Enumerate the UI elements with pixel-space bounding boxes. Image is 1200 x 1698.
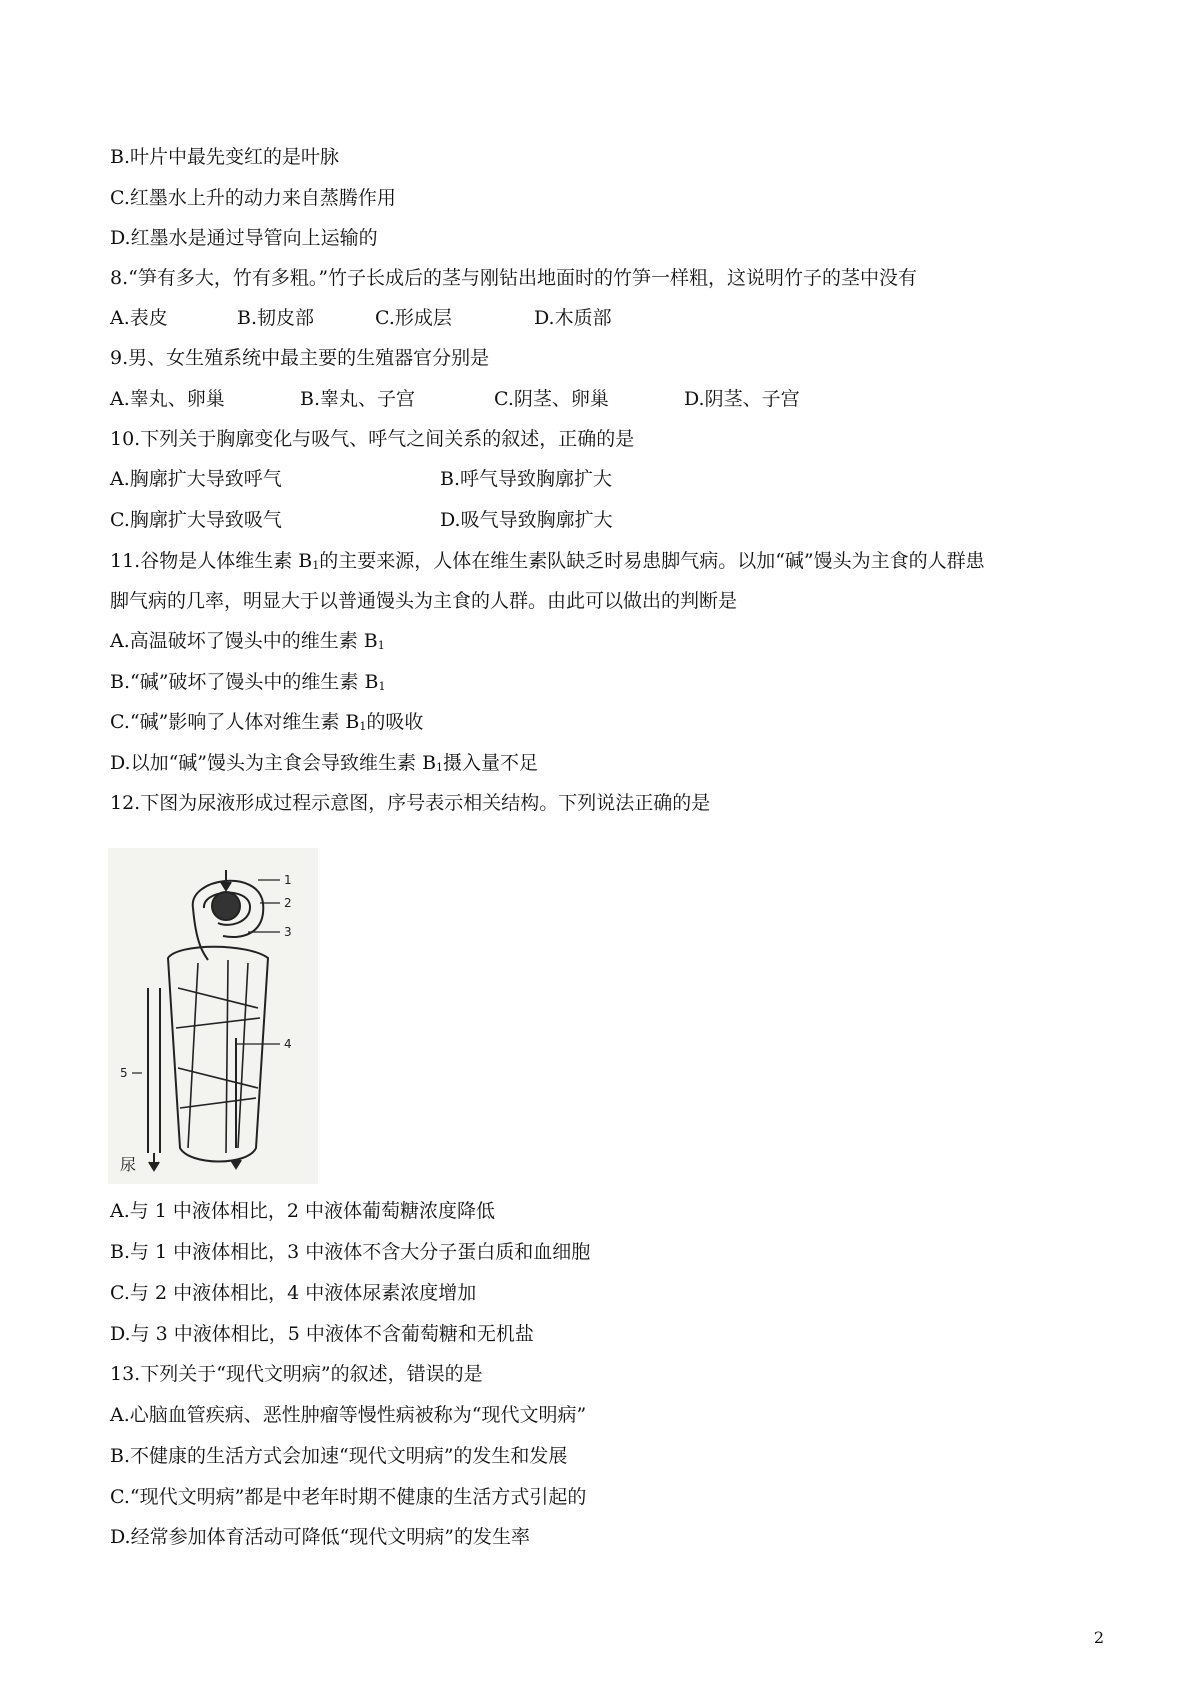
q10-option-a: A.胸廓扩大导致呼气 — [110, 468, 282, 490]
q11-stem-line2: 脚气病的几率，明显大于以普通馒头为主食的人群。由此可以做出的判断是 — [110, 590, 738, 612]
q11-option-c-text-2: 的吸收 — [366, 711, 424, 733]
q8-stem: 8.“笋有多大，竹有多粗。”竹子长成后的茎与刚钻出地面时的竹笋一样粗，这说明竹子的茎中没有 — [110, 267, 918, 289]
diagram-label-4: 4 — [284, 1037, 292, 1051]
q9-options — [110, 387, 810, 411]
q13-option-d: D.经常参加体育活动可降低“现代文明病”的发生率 — [110, 1526, 531, 1548]
q7-option-b: B.叶片中最先变红的是叶脉 — [110, 146, 340, 168]
q10-stem: 10.下列关于胸廓变化与吸气、呼气之间关系的叙述，正确的是 — [110, 428, 635, 450]
diagram-label-3: 3 — [284, 925, 292, 939]
q11-option-c-text-1: C.“碱”影响了人体对维生素 B — [110, 711, 360, 733]
q11-subscript: 1 — [359, 720, 367, 733]
q11-option-b-text: B.“碱”破坏了馒头中的维生素 B — [110, 671, 379, 693]
q10-option-b: B.呼气导致胸廓扩大 — [440, 468, 613, 490]
q7-option-d: D.红墨水是通过导管向上运输的 — [110, 227, 378, 249]
glomerulus — [212, 892, 240, 920]
q8-option-c: C.形成层 — [375, 307, 452, 329]
q13-option-c: C.“现代文明病”都是中老年时期不健康的生活方式引起的 — [110, 1486, 587, 1508]
q11-option-d-text-2: 摄入量不足 — [443, 752, 539, 774]
q10-options-row1 — [110, 467, 810, 491]
q8-option-a: A.表皮 — [110, 307, 168, 329]
diagram-label-urine: 尿 — [120, 1155, 137, 1174]
q12-option-d: D.与 3 中液体相比，5 中液体不含葡萄糖和无机盐 — [110, 1323, 534, 1345]
q11-subscript: 1 — [436, 761, 444, 774]
q11-stem-line1 — [110, 549, 985, 578]
q9-option-a: A.睾丸、卵巢 — [110, 388, 225, 410]
q10-option-d: D.吸气导致胸廓扩大 — [440, 509, 613, 531]
q9-option-d: D.阴茎、子宫 — [684, 388, 800, 410]
q11-option-a — [110, 629, 385, 658]
diagram-label-1: 1 — [284, 873, 292, 887]
q10-option-c: C.胸廓扩大导致吸气 — [110, 509, 282, 531]
q11-option-d-text-1: D.以加“碱”馒头为主食会导致维生素 B — [110, 752, 437, 774]
q9-option-b: B.睾丸、子宫 — [300, 388, 416, 410]
q12-stem: 12.下图为尿液形成过程示意图，序号表示相关结构。下列说法正确的是 — [110, 792, 711, 814]
q13-option-a: A.心脑血管疾病、恶性肿瘤等慢性病被称为“现代文明病” — [110, 1404, 587, 1426]
q11-subscript: 1 — [377, 639, 385, 652]
q12-option-c: C.与 2 中液体相比，4 中液体尿素浓度增加 — [110, 1282, 477, 1304]
q13-stem: 13.下列关于“现代文明病”的叙述，错误的是 — [110, 1363, 483, 1385]
nephron-diagram — [108, 848, 318, 1184]
q11-stem-text-1: 11.谷物是人体维生素 B — [110, 550, 313, 572]
q10-options-row2 — [110, 508, 810, 532]
q9-stem: 9.男、女生殖系统中最主要的生殖器官分别是 — [110, 347, 490, 369]
diagram-label-2: 2 — [284, 896, 292, 910]
q9-option-c: C.阴茎、卵巢 — [494, 388, 609, 410]
page-number: 2 — [1093, 1628, 1104, 1647]
q8-option-b: B.韧皮部 — [237, 307, 315, 329]
q11-subscript: 1 — [312, 559, 320, 572]
q11-subscript: 1 — [378, 680, 386, 693]
q12-option-a: A.与 1 中液体相比，2 中液体葡萄糖浓度降低 — [110, 1200, 496, 1222]
q11-option-d — [110, 751, 538, 780]
q11-option-b — [110, 670, 385, 699]
q8-option-d: D.木质部 — [534, 307, 612, 329]
q12-option-b: B.与 1 中液体相比，3 中液体不含大分子蛋白质和血细胞 — [110, 1241, 591, 1263]
q11-option-c — [110, 710, 423, 739]
q11-stem-text-2: 的主要来源，人体在维生素队缺乏时易患脚气病。以加“碱”馒头为主食的人群患 — [319, 550, 985, 572]
q13-option-b: B.不健康的生活方式会加速“现代文明病”的发生和发展 — [110, 1445, 568, 1467]
q11-option-a-text: A.高温破坏了馒头中的维生素 B — [110, 630, 378, 652]
q8-options — [110, 306, 710, 330]
q7-option-c: C.红墨水上升的动力来自蒸腾作用 — [110, 187, 396, 209]
diagram-label-5: 5 — [120, 1066, 128, 1080]
